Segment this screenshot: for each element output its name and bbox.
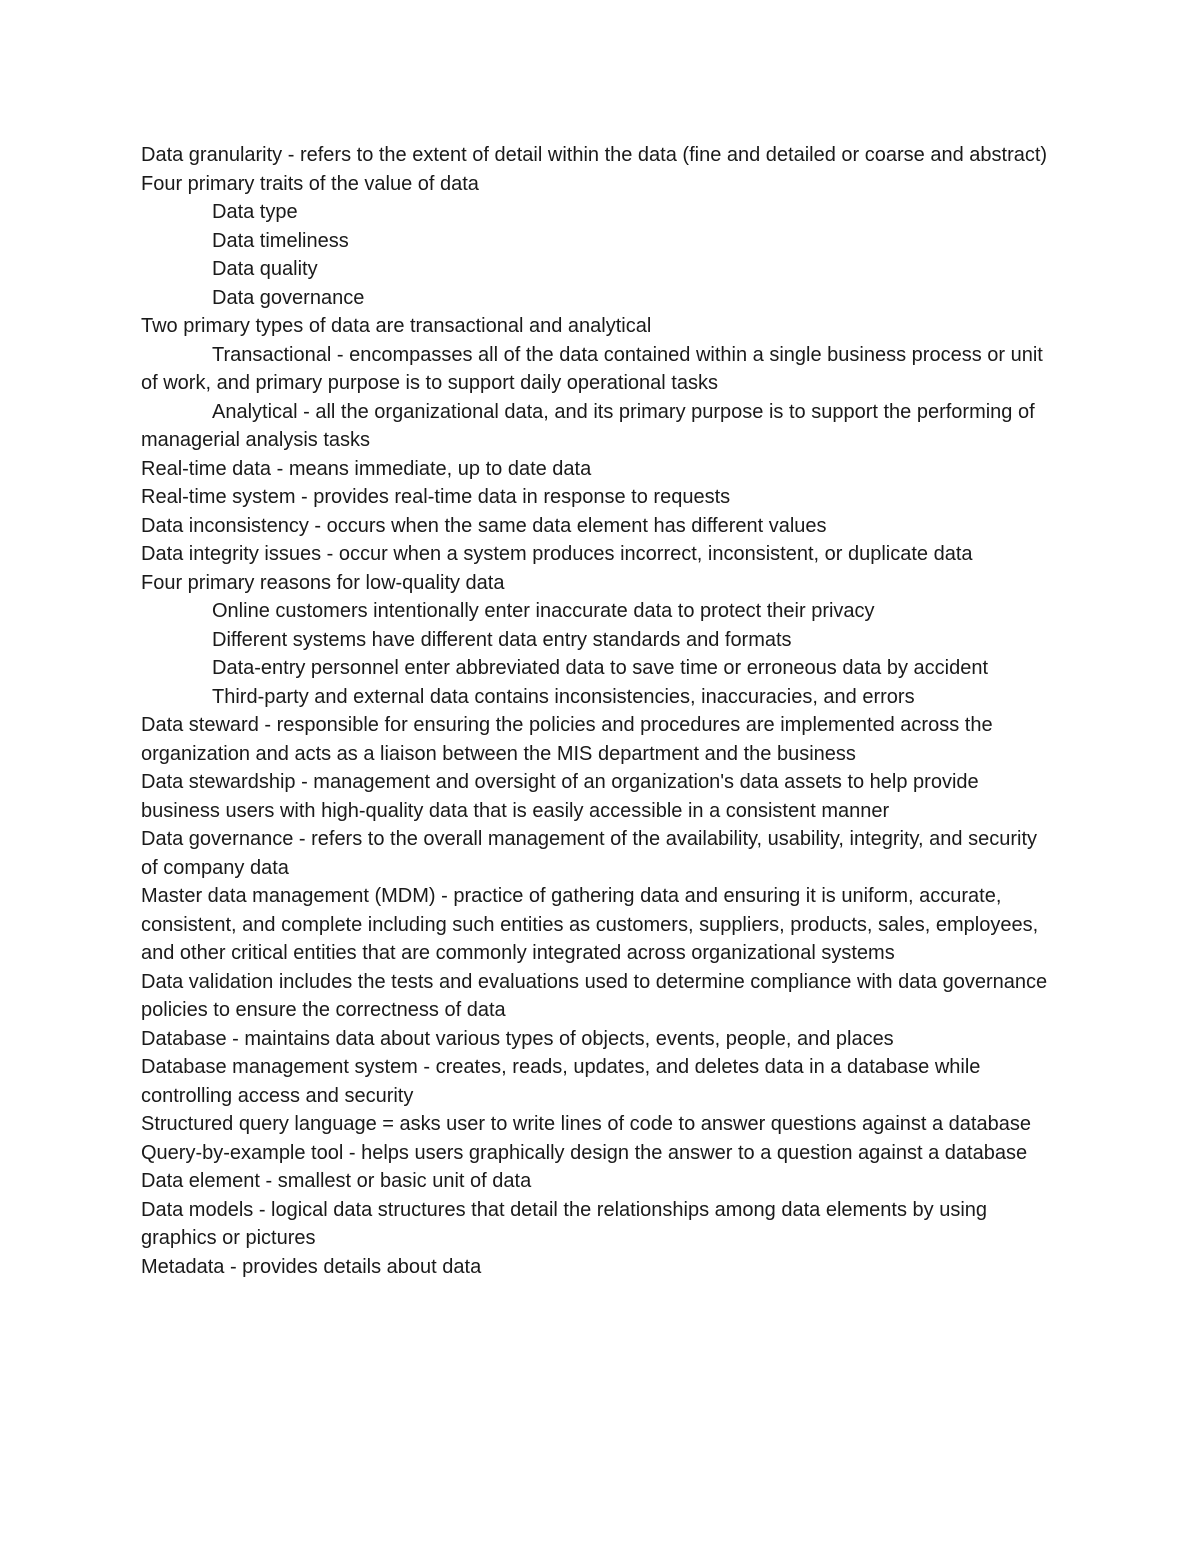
heading-data-types: Two primary types of data are transactional and analytical [141, 315, 652, 337]
list-item-data-timeliness: Data timeliness [212, 229, 349, 252]
definition-sql: Structured query language = asks user to write lines of code to answer questions against a database [141, 1113, 1031, 1135]
definition-data-models: Data models - logical data structures that detail the relationships among data elements by using graphics or pictures [141, 1198, 988, 1249]
list-item-reason-privacy: Online customers intentionally enter inaccurate data to protect their privacy [212, 600, 875, 622]
definition-data-inconsistency: Data inconsistency - occurs when the same data element has different values [141, 514, 827, 537]
definition-data-steward: Data steward - responsible for ensuring the policies and procedures are implemented across the organization and acts as a liaison between the MIS department and the business [141, 714, 993, 765]
definition-query-by-example: Query-by-example tool - helps users graphically design the answer to a question against a database [141, 1141, 1028, 1164]
definition-database: Database - maintains data about various types of objects, events, people, and places [141, 1027, 894, 1050]
list-item-reason-standards: Different systems have different data entry standards and formats [212, 628, 792, 651]
definition-dbms: Database management system - creates, reads, updates, and deletes data in a database while controlling access and security [141, 1056, 981, 1107]
definition-analytical: Analytical - all the organizational data, and its primary purpose is to support the performing of managerial analysis tasks [141, 400, 1035, 451]
definition-metadata: Metadata - provides details about data [141, 1255, 482, 1278]
list-item-data-governance: Data governance [212, 286, 365, 309]
list-item-data-quality: Data quality [212, 258, 318, 280]
heading-low-quality-reasons: Four primary reasons for low-quality data [141, 571, 505, 594]
list-item-reason-abbreviated: Data-entry personnel enter abbreviated data to save time or erroneous data by accident [212, 657, 989, 679]
definition-data-validation: Data validation includes the tests and evaluations used to determine compliance with data governance policies to ensure the correctness of data [141, 970, 1048, 1021]
document-body [141, 141, 1059, 1281]
list-item-reason-third-party: Third-party and external data contains inconsistencies, inaccuracies, and errors [212, 685, 915, 708]
definition-data-integrity-issues: Data integrity issues - occur when a system produces incorrect, inconsistent, or duplicate data [141, 543, 973, 565]
definition-transactional: Transactional - encompasses all of the data contained within a single business process or unit of work, and primary purpose is to support daily operational tasks [141, 343, 1043, 394]
definition-data-stewardship: Data stewardship - management and oversight of an organization's data assets to help provide business users with high-quality data that is easily accessible in a consistent manner [141, 771, 979, 822]
definition-real-time-data: Real-time data - means immediate, up to date data [141, 457, 592, 480]
list-item-data-type: Data type [212, 201, 298, 223]
definition-data-governance: Data governance - refers to the overall management of the availability, usability, integrity, and security of company data [141, 828, 1038, 879]
heading-value-traits: Four primary traits of the value of data [141, 172, 479, 195]
definition-real-time-system: Real-time system - provides real-time data in response to requests [141, 486, 731, 508]
definition-data-granularity: Data granularity - refers to the extent of detail within the data (fine and detailed or coarse and abstract) [141, 144, 1048, 166]
definition-data-element: Data element - smallest or basic unit of data [141, 1170, 532, 1192]
definition-master-data-management: Master data management (MDM) - practice of gathering data and ensuring it is uniform, accurate, consistent, and complete including such entities as customers, suppliers, products, sales, employees, and other critical entities that are commonly integrated across organizational systems [141, 885, 1039, 964]
